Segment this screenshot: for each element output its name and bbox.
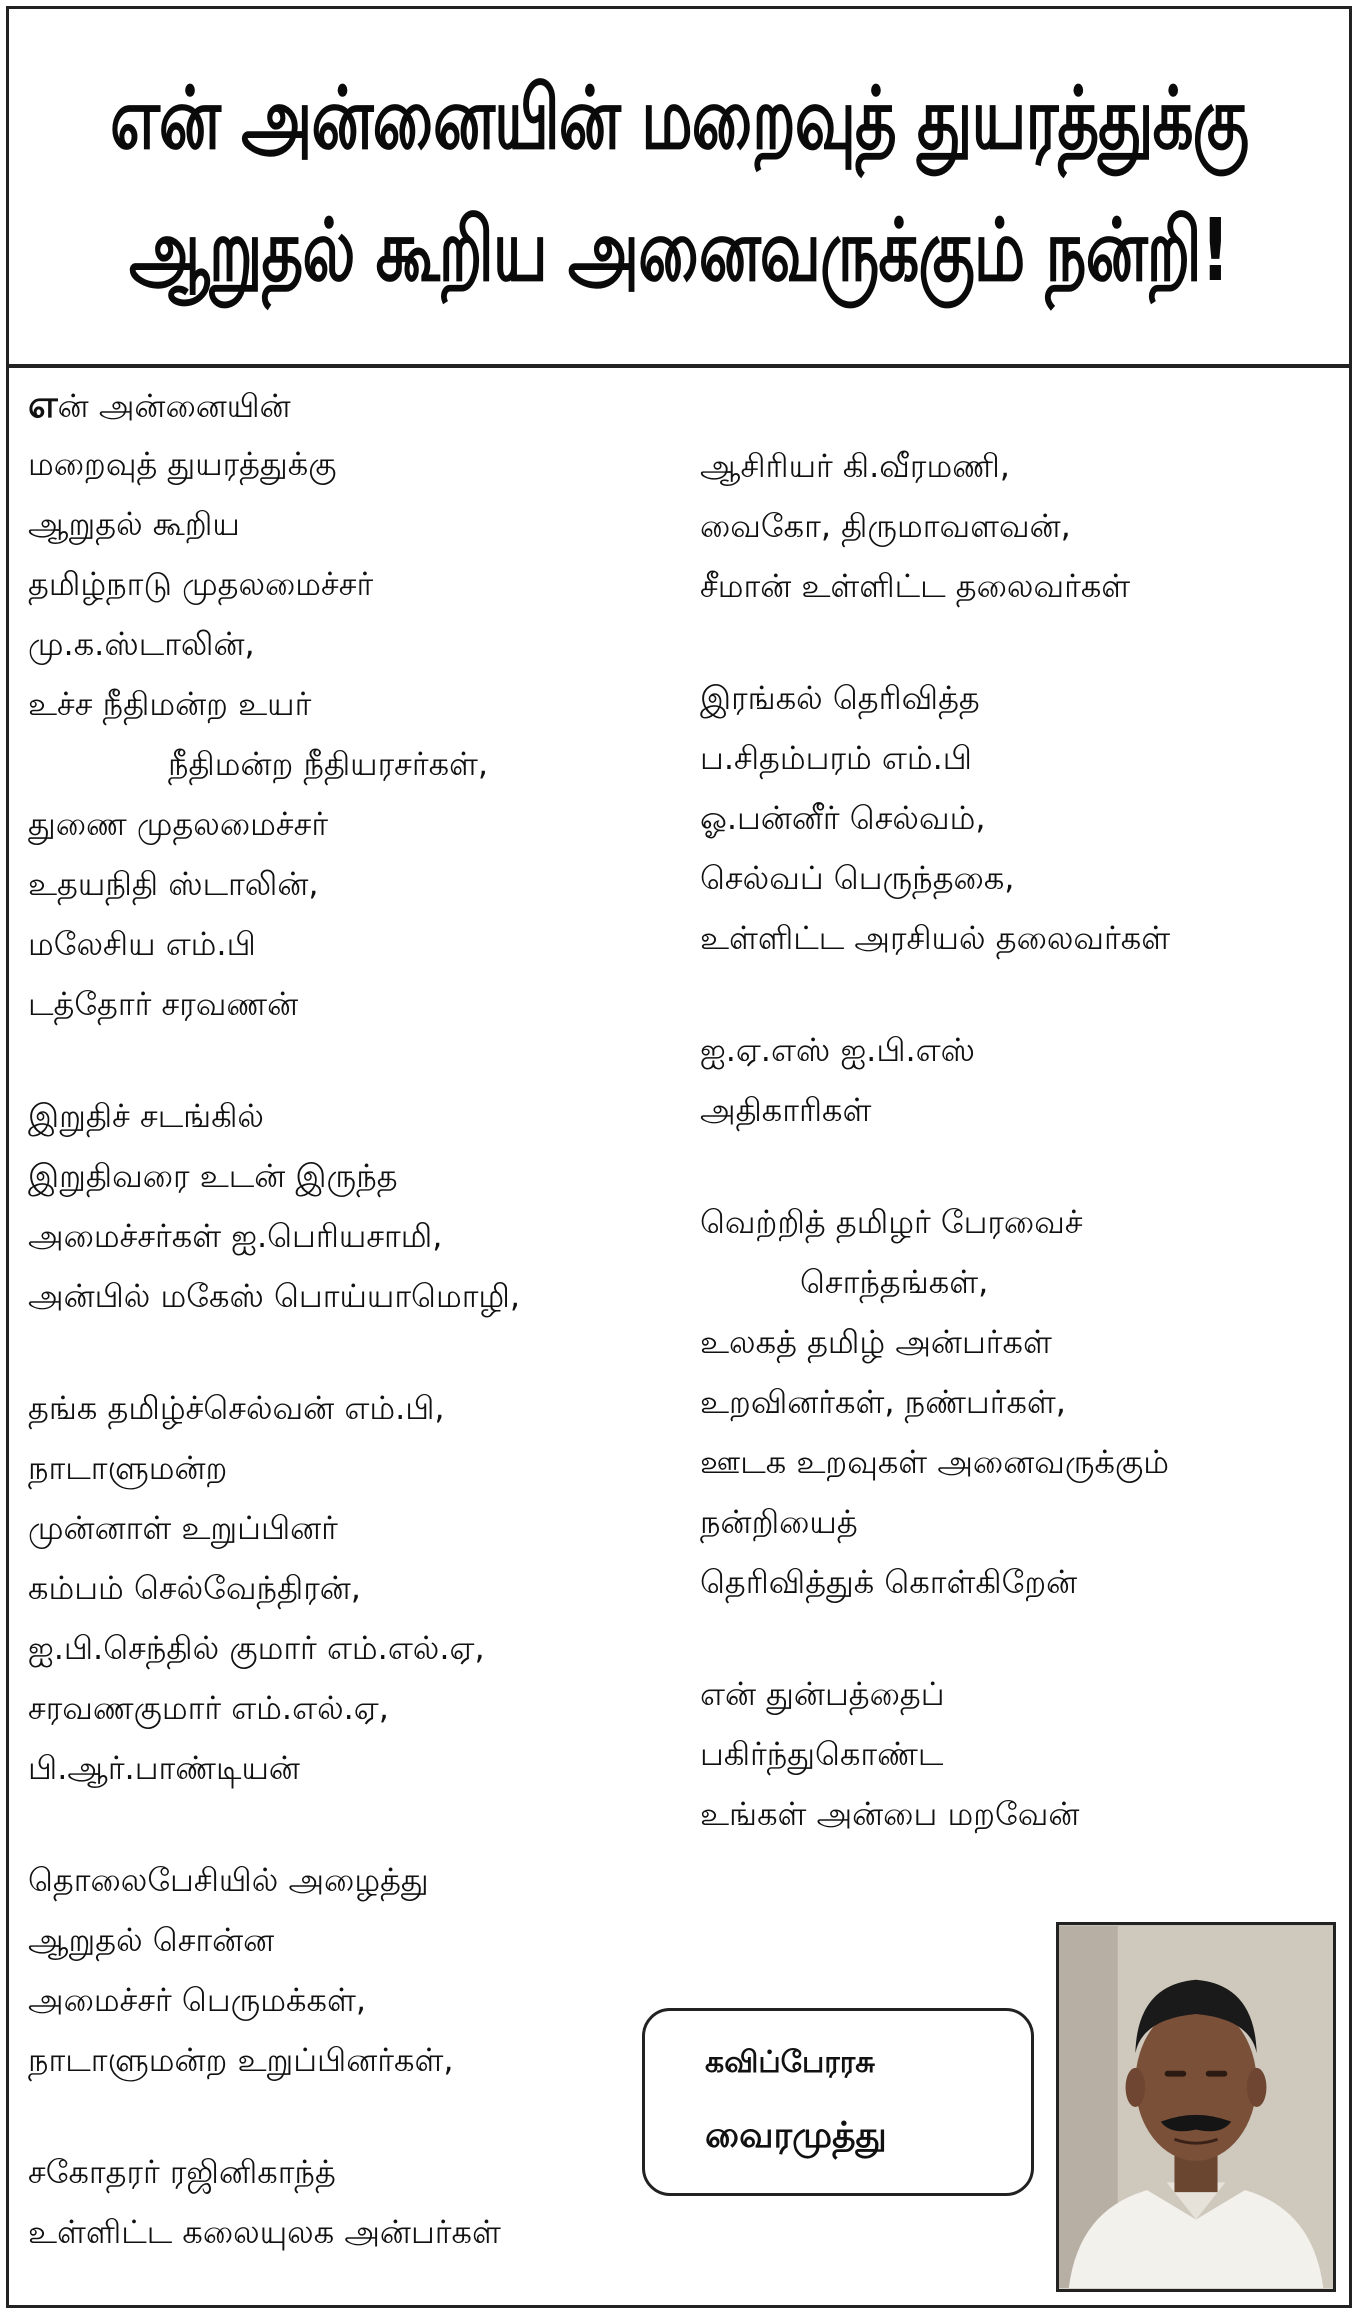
right-line: ஆசிரியர் கி.வீரமணி,: [700, 447, 1010, 485]
left-line: தமிழ்நாடு முதலமைச்சர்: [28, 565, 374, 603]
left-line: ஆறுதல் சொன்ன: [28, 1921, 275, 1959]
right-line: சீமான் உள்ளிட்ட தலைவர்கள்: [700, 567, 1131, 605]
left-line: டத்தோர் சரவணன்: [28, 985, 299, 1023]
right-line: நன்றியைத்: [700, 1503, 858, 1541]
left-line: மு.க.ஸ்டாலின்,: [28, 625, 255, 663]
left-line: நீதிமன்ற நீதியரசர்கள்,: [168, 745, 489, 783]
left-line: ஐ.பி.செந்தில் குமார் எம்.எல்.ஏ,: [28, 1629, 485, 1667]
right-line: உள்ளிட்ட அரசியல் தலைவர்கள்: [700, 919, 1171, 957]
left-line: அமைச்சர்கள் ஐ.பெரியசாமி,: [28, 1217, 443, 1255]
right-line: ஐ.ஏ.எஸ் ஐ.பி.எஸ்: [700, 1031, 976, 1069]
left-line: பி.ஆர்.பாண்டியன்: [28, 1749, 300, 1787]
first-line-text: ன் அன்னையின்: [57, 387, 291, 425]
headline-banner: [6, 6, 1352, 368]
left-line: உள்ளிட்ட கலையுலக அன்பர்கள்: [28, 2213, 501, 2251]
left-line: உதயநிதி ஸ்டாலின்,: [28, 865, 319, 903]
right-line: செல்வப் பெருந்தகை,: [700, 859, 1015, 897]
right-column: [700, 436, 1340, 1844]
left-line: அன்பில் மகேஸ் பொய்யாமொழி,: [28, 1277, 521, 1315]
right-line: இரங்கல் தெரிவித்த: [700, 679, 980, 717]
left-line: துணை முதலமைச்சர்: [28, 805, 329, 843]
headline-line-2: ஆறுதல் கூறிய அனைவருக்கும் நன்றி!: [129, 201, 1229, 302]
drop-initial: எ: [28, 382, 58, 426]
left-line: தங்க தமிழ்ச்செல்வன் எம்.பி,: [28, 1389, 445, 1427]
left-line: இறுதிவரை உடன் இருந்த: [28, 1157, 398, 1195]
signature-box: [642, 2008, 1034, 2196]
left-line: நாடாளுமன்ற: [28, 1449, 228, 1487]
left-line: இறுதிச் சடங்கில்: [28, 1097, 264, 1135]
right-line: தெரிவித்துக் கொள்கிறேன்: [700, 1563, 1078, 1601]
left-line: ஆறுதல் கூறிய: [28, 505, 240, 543]
right-line: அதிகாரிகள்: [700, 1091, 872, 1129]
left-line: நாடாளுமன்ற உறுப்பினர்கள்,: [28, 2041, 454, 2079]
right-line: பகிர்ந்துகொண்ட: [700, 1735, 944, 1773]
left-line: சரவணகுமார் எம்.எல்.ஏ,: [28, 1689, 389, 1727]
left-column: [28, 374, 668, 2262]
headline-line-1: என் அன்னையின் மறைவுத் துயரத்துக்கு: [109, 69, 1249, 170]
right-line: ஊடக உறவுகள் அனைவருக்கும்: [700, 1443, 1169, 1481]
portrait-photo: [1056, 1922, 1336, 2292]
right-line: வைகோ, திருமாவளவன்,: [700, 507, 1071, 545]
portrait-icon: [1059, 1925, 1333, 2289]
right-line: சொந்தங்கள்,: [800, 1263, 989, 1301]
left-line: உச்ச நீதிமன்ற உயர்: [28, 685, 312, 723]
right-line: உறவினர்கள், நண்பர்கள்,: [700, 1383, 1066, 1421]
signature-title: கவிப்பேரரசு: [705, 2045, 875, 2080]
signature-name: வைரமுத்து: [705, 2115, 887, 2156]
left-line: தொலைபேசியில் அழைத்து: [28, 1861, 429, 1899]
left-line: சகோதரர் ரஜினிகாந்த்: [28, 2153, 336, 2191]
left-line: மலேசிய எம்.பி: [28, 925, 256, 963]
right-line: என் துன்பத்தைப்: [700, 1675, 945, 1713]
left-line: அமைச்சர் பெருமக்கள்,: [28, 1981, 367, 2019]
right-line: வெற்றித் தமிழர் பேரவைச்: [700, 1203, 1083, 1241]
left-line: முன்னாள் உறுப்பினர்: [28, 1509, 338, 1547]
left-line: மறைவுத் துயரத்துக்கு: [28, 445, 337, 483]
right-line: உங்கள் அன்பை மறவேன்: [700, 1795, 1080, 1833]
left-line: கம்பம் செல்வேந்திரன்,: [28, 1569, 361, 1607]
right-line: ஓ.பன்னீர் செல்வம்,: [700, 799, 986, 837]
left-line: [28, 374, 668, 434]
right-line: உலகத் தமிழ் அன்பர்கள்: [700, 1323, 1052, 1361]
right-line: ப.சிதம்பரம் எம்.பி: [700, 739, 972, 777]
